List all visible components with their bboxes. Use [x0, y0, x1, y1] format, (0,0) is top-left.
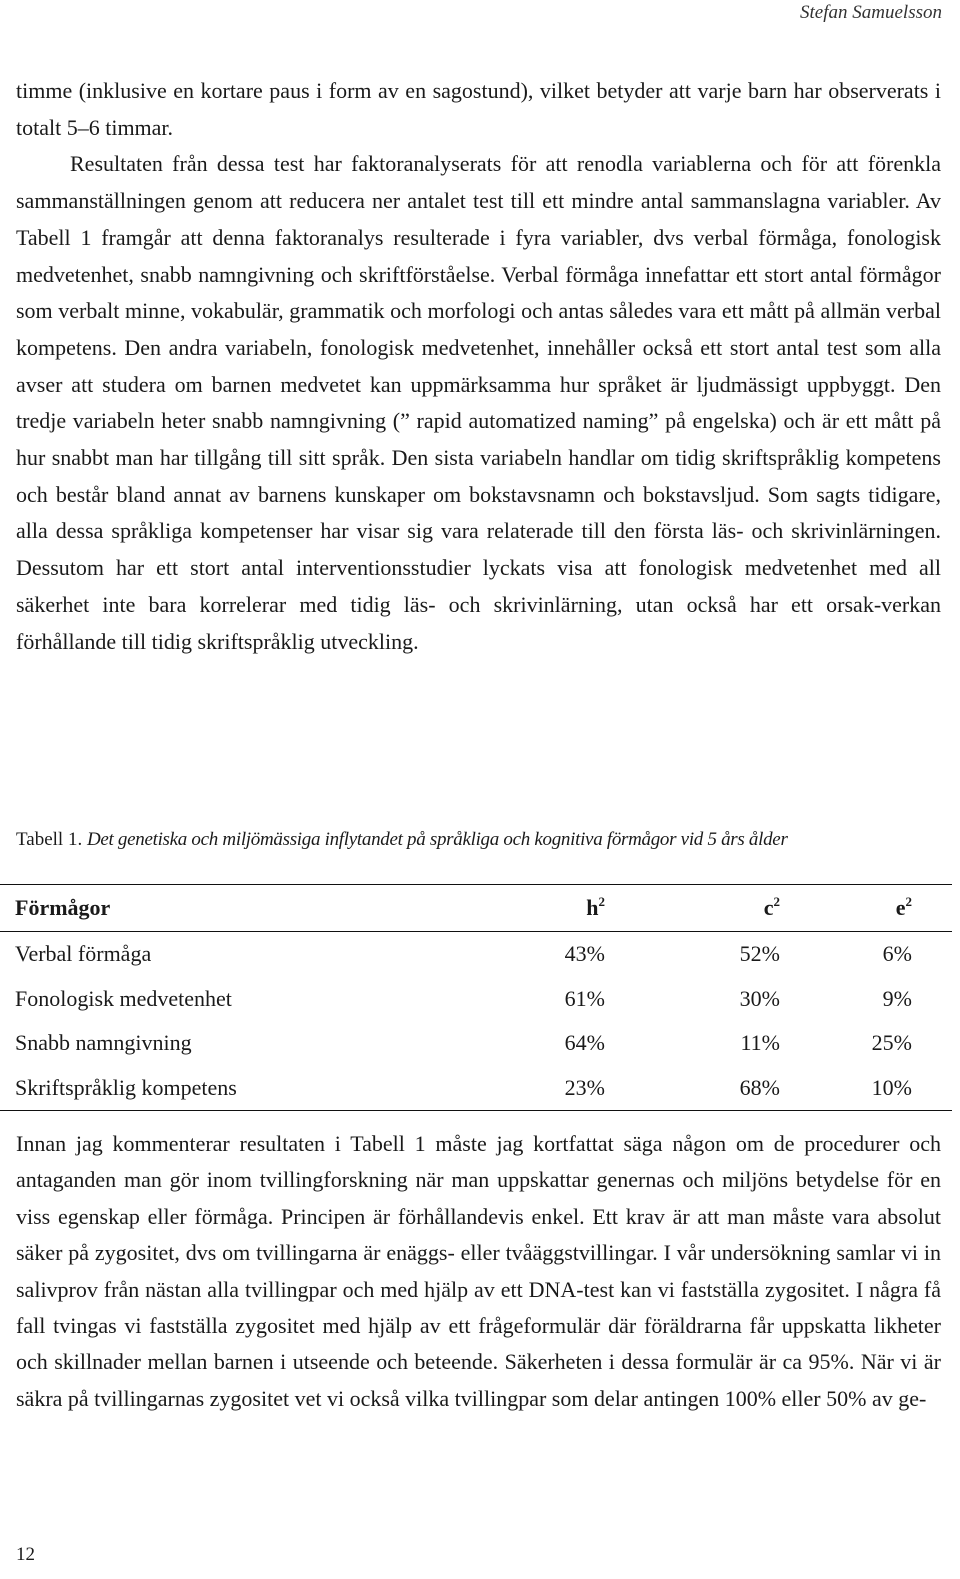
- cell-c2: 68%: [739, 1074, 780, 1100]
- table-row: [0, 977, 952, 1022]
- table-header-row: [0, 885, 952, 932]
- row-label: Snabb namngivning: [15, 1030, 192, 1056]
- row-label: Skriftspråklig kompetens: [15, 1074, 237, 1100]
- header-e2: $e^2$: [895, 894, 912, 920]
- table-caption: [16, 829, 788, 851]
- page-number: 12: [16, 1544, 35, 1565]
- cell-c2: 52%: [739, 941, 780, 967]
- header-formagor: Förmågor: [15, 895, 111, 920]
- table-row: [0, 932, 952, 977]
- cell-h2: 64%: [564, 1030, 605, 1056]
- table-row: [0, 1066, 952, 1111]
- cell-e2: 10%: [871, 1074, 912, 1100]
- cell-h2: 43%: [564, 941, 605, 967]
- running-header-author: Stefan Samuelsson: [800, 2, 942, 23]
- row-label: Verbal förmåga: [15, 941, 152, 967]
- header-h2: $h^2$: [586, 894, 605, 920]
- paragraph-twin-method: Innan jag kommenterar resultaten i Tabell 1 måste jag kortfattat säga någon om de procedurer och antaganden man gör inom tvillingforskning när man uppskattar genernas och miljöns betydelse för en viss egenskap eller förmåga. Principen är förhållandevis enkel. Ett krav är att man måste vara absolut säker på zygositet, dvs om tvillingarna är enäggs- eller tvåäggstvillingar. I vår undersökning samlar vi in salivprov från nästan alla tvillingpar och med hjälp av ett DNA-test kan vi fastställa zygositet. I några få fall tvingas vi fastställa zygositet med hjälp av ett frågeformulär där föräldrarna får uppskatta likheter och skillnader mellan barnen i utseende och beteende. Säkerheten i dessa formulär är ca 95%. När vi är säkra på tvillingarnas zygositet vet vi också vilka tvillingpar som delar antingen 100% eller 50% av ge-: [16, 1131, 941, 1411]
- cell-c2: 30%: [739, 985, 780, 1011]
- cell-e2: 25%: [871, 1030, 912, 1056]
- table-caption-title: Det genetiska och miljömässiga inflytandet på språkliga och kognitiva förmågor vid 5 års ålder: [86, 829, 788, 850]
- table-caption-label: Tabell 1.: [16, 829, 83, 850]
- paragraph-continuation: timme (inklusive en kortare paus i form av en sagostund), vilket betyder att varje barn har observerats i totalt 5–6 timmar.: [16, 78, 941, 140]
- body-section-1: [16, 73, 941, 660]
- paragraph-results: Resultaten från dessa test har faktoranalyserats för att renodla variablerna och för att förenkla sammanställningen genom att reducera ner antalet test till ett mindre antal sammanslagna variabler. Av Tabell 1 framgår att denna faktoranalys resulterade i fyra variabler, dvs verbal förmåga, fonologisk medvetenhet, snabb namngivning och skriftförståelse. Verbal förmåga innefattar ett stort antal förmågor som verbalt minne, vokabulär, grammatik och morfologi och antas således vara ett mått på allmän verbal kompetens. Den andra variabeln, fonologisk medvetenhet, innehåller också ett stort antal test som alla avser att studera om barnen medvetet kan uppmärksamma hur språket är ljudmässigt uppbyggt. Den tredje variabeln heter snabb namngivning (” rapid automatized naming” på engelska) och är ett mått på hur snabbt man har tillgång till sitt språk. Den sista variabeln handlar om tidig skriftspråklig kompetens och består bland annat av barnens kunskaper om bokstavsnamn och bokstavsljud. Som sagts tidigare, alla dessa språkliga kompetenser har visar sig vara relaterade till den första läs- och skrivinlärningen. Dessutom har ett stort antal interventionsstudier lyckats visa att fonologisk medvetenhet med all säkerhet inte bara korrelerar med tidig läs- och skrivinlärning, utan också har ett orsak-verkan förhållande till tidig skriftspråklig utveckling.: [16, 151, 941, 654]
- cell-e2: 9%: [882, 985, 912, 1011]
- cell-e2: 6%: [882, 941, 912, 967]
- cell-c2: 11%: [740, 1030, 780, 1056]
- row-label: Fonologisk medvetenhet: [15, 985, 232, 1011]
- results-table: [0, 884, 952, 1111]
- cell-h2: 23%: [564, 1074, 605, 1100]
- table-row: [0, 1021, 952, 1066]
- header-c2: $c^2$: [763, 894, 780, 920]
- cell-h2: 61%: [564, 985, 605, 1011]
